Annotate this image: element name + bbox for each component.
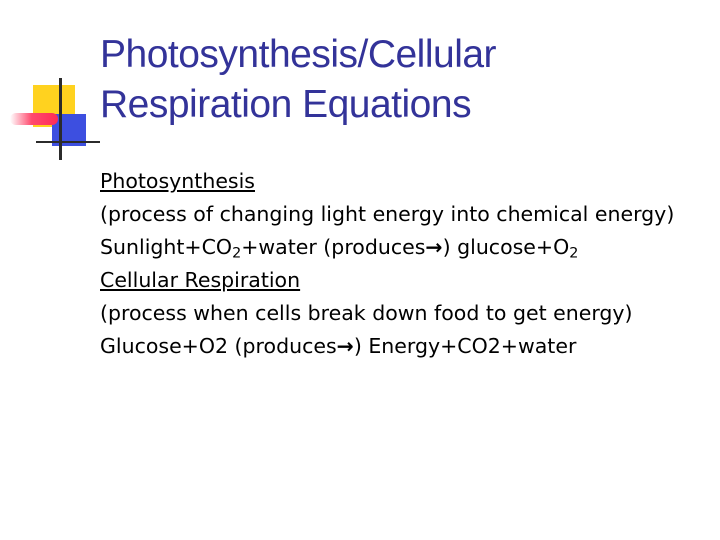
- photosynthesis-heading: Photosynthesis: [100, 169, 255, 193]
- right-arrow-icon: →: [425, 235, 443, 259]
- cellular-respiration-equation: [100, 330, 700, 363]
- equation-text: Glucose+O2 (produces: [100, 334, 337, 358]
- cellular-respiration-heading: Cellular Respiration: [100, 268, 301, 292]
- corner-decoration-graphic: [0, 0, 100, 170]
- vertical-line-decoration: [59, 78, 62, 160]
- equation-text: Sunlight+CO: [100, 235, 233, 259]
- title-line-2: Respiration Equations: [100, 83, 472, 126]
- red-bar-decoration: [10, 113, 58, 125]
- equation-text: +water (produces: [241, 235, 426, 259]
- slide-body: [100, 165, 700, 363]
- equation-text: ) Energy+CO2+water: [353, 334, 577, 358]
- right-arrow-icon: →: [336, 334, 354, 358]
- cellular-respiration-description: (process when cells break down food to get energy): [100, 301, 633, 325]
- photosynthesis-equation: [100, 231, 700, 264]
- equation-text: ) glucose+O: [442, 235, 570, 259]
- title-line-1: Photosynthesis/Cellular: [100, 33, 497, 76]
- slide-title: [100, 30, 700, 130]
- subscript: 2: [232, 245, 242, 262]
- photosynthesis-description: (process of changing light energy into chemical energy): [100, 202, 675, 226]
- subscript: 2: [569, 245, 579, 262]
- horizontal-line-decoration: [36, 141, 100, 143]
